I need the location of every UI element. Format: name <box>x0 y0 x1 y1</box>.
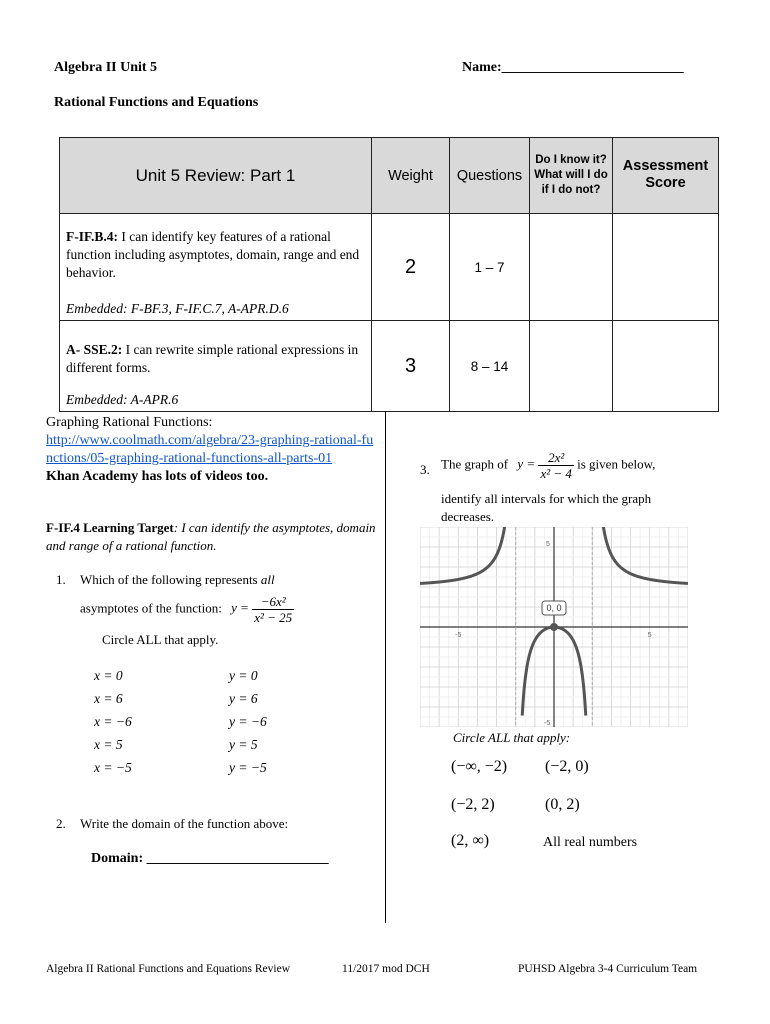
graphing-resources <box>46 414 376 486</box>
q3-text-b: is given below, <box>577 456 656 472</box>
y-option[interactable]: y = −6 <box>229 714 267 729</box>
x-option[interactable]: x = −5 <box>94 760 132 775</box>
x-option[interactable]: x = 0 <box>94 668 123 683</box>
q1-prompt <box>80 572 275 588</box>
q3-lhs: y = <box>517 456 536 472</box>
table-row <box>60 214 719 321</box>
name-field[interactable] <box>462 60 684 76</box>
col-know: Do I know it? What will I do if I do not? <box>530 138 613 214</box>
circle-all-label: Circle ALL that apply: <box>453 730 571 745</box>
domain-field[interactable] <box>91 851 329 867</box>
graphing-title: Graphing Rational Functions: <box>46 415 213 430</box>
standard-text: I can identify key features of a rational function including asymptotes, domain, range and end behavior. <box>66 229 360 280</box>
weight-value: 3 <box>372 321 450 412</box>
name-label: Name: <box>462 60 502 75</box>
q1-numerator: −6x² <box>252 594 294 610</box>
y-tick-neg: -5 <box>544 720 551 727</box>
point-label: 0, 0 <box>546 603 562 613</box>
q1-text-b: asymptotes of the function: <box>80 600 222 616</box>
y-option[interactable]: y = 0 <box>229 668 258 683</box>
know-cell[interactable] <box>530 321 613 412</box>
col-questions: Questions <box>450 138 530 214</box>
q1-denominator: x² − 25 <box>254 610 293 625</box>
q3-number: 3. <box>420 462 430 477</box>
standard-code: F-IF.B.4: <box>66 229 119 244</box>
table-title: Unit 5 Review: Part 1 <box>60 138 372 214</box>
questions-value: 8 – 14 <box>450 321 530 412</box>
interval-option[interactable]: (−2, 2) <box>451 796 495 813</box>
embedded-standards: Embedded: A-APR.6 <box>66 392 179 407</box>
q3-fraction <box>538 450 573 481</box>
name-blank: __________________________ <box>501 60 684 75</box>
standard-cell <box>60 214 372 321</box>
q3-denominator: x² − 4 <box>540 466 572 481</box>
interval-option[interactable]: (−2, 0) <box>545 758 589 775</box>
x-option[interactable]: x = −6 <box>94 714 132 729</box>
column-divider <box>385 411 386 923</box>
standard-code: A- SSE.2: <box>66 342 123 357</box>
x-option[interactable]: x = 5 <box>94 737 123 752</box>
q1-all: all <box>260 572 275 587</box>
y-option[interactable]: y = 6 <box>229 691 258 706</box>
unit-subtitle: Rational Functions and Equations <box>54 95 259 110</box>
origin-point[interactable] <box>550 623 558 631</box>
table-row <box>60 321 719 412</box>
footer-mid: 11/2017 mod DCH <box>342 963 430 975</box>
x-option[interactable]: x = 6 <box>94 691 123 706</box>
q2-number: 2. <box>56 816 66 831</box>
score-cell[interactable] <box>613 214 719 321</box>
q3-text-a: The graph of <box>441 456 509 472</box>
y-option[interactable]: y = 5 <box>229 737 258 752</box>
curve-left-branch <box>420 527 512 583</box>
q3-prompt <box>441 450 655 481</box>
know-cell[interactable] <box>530 214 613 321</box>
questions-value: 1 – 7 <box>450 214 530 321</box>
q1-text: Which of the following represents <box>80 572 261 587</box>
khan-note: Khan Academy has lots of videos too. <box>46 469 269 484</box>
x-tick-pos: 5 <box>647 632 652 639</box>
q2-prompt: Write the domain of the function above: <box>80 816 289 831</box>
q1-number: 1. <box>56 572 66 587</box>
q3-numerator: 2x² <box>538 450 573 466</box>
score-cell[interactable] <box>613 321 719 412</box>
q1-fraction <box>252 594 294 625</box>
weight-value: 2 <box>372 214 450 321</box>
course-title: Algebra II Unit 5 <box>54 60 158 75</box>
footer-left: Algebra II Rational Functions and Equations Review <box>46 963 291 975</box>
target-text: : I can identify the asymptotes, domain and range of a rational function. <box>46 520 376 553</box>
y-option[interactable]: y = −5 <box>229 760 267 775</box>
q3-instruction: identify all intervals for which the graph decreases. <box>441 491 652 524</box>
domain-blank: __________________________ <box>146 851 329 866</box>
coolmath-link[interactable]: http://www.coolmath.com/algebra/23-graphing-rational-functions/05-graphing-rational-functions-all-parts-01 <box>46 433 374 466</box>
q1-function <box>80 594 294 625</box>
x-tick-neg: -5 <box>455 632 462 639</box>
col-score: Assessment Score <box>613 138 719 214</box>
learning-target <box>46 519 376 555</box>
rational-function-graph <box>420 527 688 727</box>
review-table <box>59 137 719 412</box>
standard-cell <box>60 321 372 412</box>
q1-lhs: y = <box>231 600 249 616</box>
col-weight: Weight <box>372 138 450 214</box>
interval-option[interactable]: (−∞, −2) <box>451 758 508 775</box>
standard-text: I can rewrite simple rational expressions in different forms. <box>66 342 359 375</box>
embedded-standards: Embedded: F-BF.3, F-IF.C.7, A-APR.D.6 <box>66 301 289 316</box>
target-code: F-IF.4 Learning Target <box>46 520 174 535</box>
interval-option[interactable]: (2, ∞) <box>451 832 490 849</box>
domain-label: Domain: <box>91 851 144 866</box>
footer-right: PUHSD Algebra 3-4 Curriculum Team <box>518 963 698 975</box>
y-tick-pos: 5 <box>546 541 550 548</box>
all-real-option[interactable]: All real numbers <box>543 835 638 850</box>
curve-right-branch <box>596 527 688 583</box>
interval-option[interactable]: (0, 2) <box>545 796 580 813</box>
q1-circle-all: Circle ALL that apply. <box>102 632 219 647</box>
